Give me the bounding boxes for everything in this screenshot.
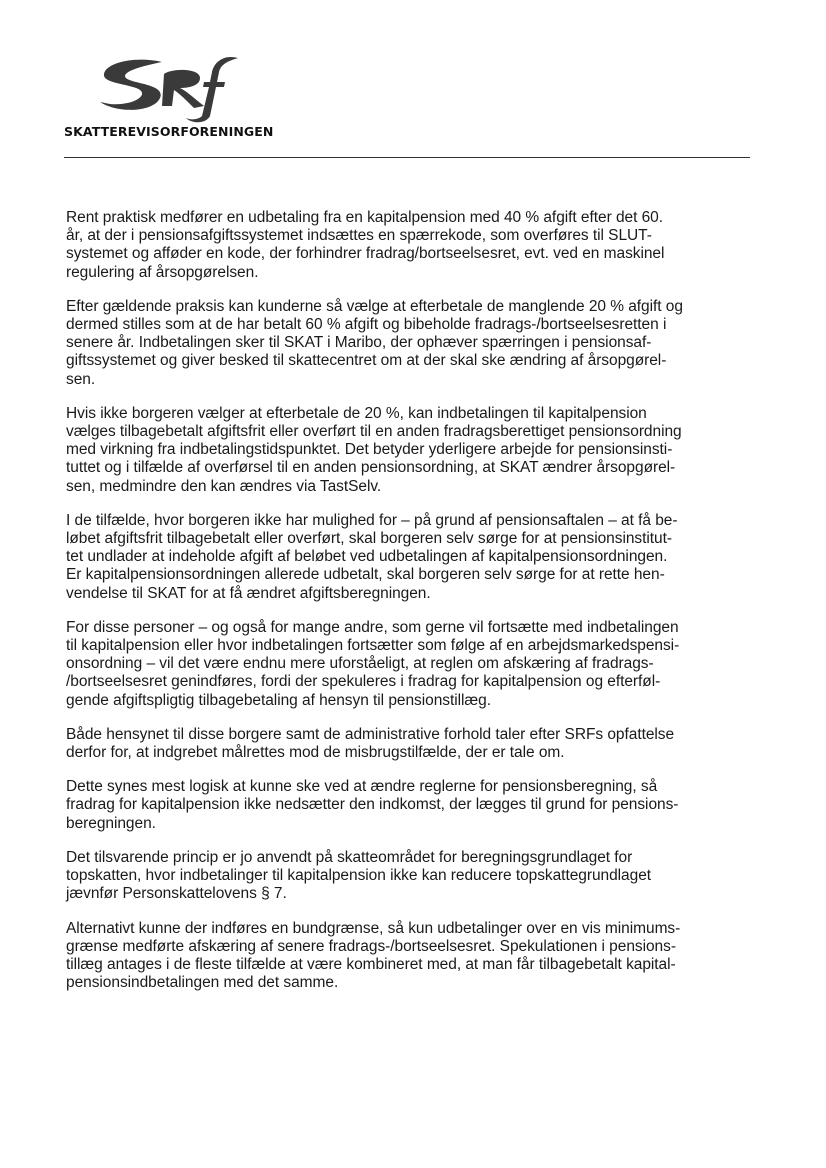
text-line: systemet og afføder en kode, der forhindrer fradrag/bortseelsesret, evt. ved en maskinel [66, 245, 665, 263]
text-line: sen. [66, 370, 96, 388]
document-body [66, 209, 752, 1008]
text-line: gende afgiftspligtig tilbagebetaling af hensyn til pensionstillæg. [66, 691, 491, 709]
text-line: Hvis ikke borgeren vælger at efterbetale de 20 %, kan indbetalingen til kapitalpension [66, 404, 647, 422]
text-line: /bortseelsesret genindføres, fordi der spekuleres i fradrag for kapitalpension og efterføl- [66, 673, 661, 691]
text-line: tillæg antages i de fleste tilfælde at være kombineret med, at man får tilbagebetalt kapital- [66, 955, 676, 973]
text-line: Alternativt kunne der indføres en bundgrænse, så kun udbetalinger over en vis minimums- [66, 919, 681, 937]
text-line: regulering af årsopgørelsen. [66, 263, 259, 281]
text-line: vendelse til SKAT for at få ændret afgiftsberegningen. [66, 584, 431, 602]
text-line: med virkning fra indbetalingstidspunktet. Det betyder yderligere arbejde for pensionsinsti- [66, 441, 673, 459]
paragraph [66, 298, 752, 389]
text-line: tet undlader at indeholde afgift af beløbet ved udbetalingen af kapitalpensionsordningen. [66, 548, 668, 566]
paragraph [66, 920, 752, 993]
text-line: til kapitalpension eller hvor indbetalingen fortsætter som følge af en arbejdsmarkedspensi- [66, 637, 680, 655]
text-line: beregningen. [66, 814, 156, 832]
text-line: Efter gældende praksis kan kunderne så vælge at efterbetale de manglende 20 % afgift og [66, 297, 683, 315]
text-line: Det tilsvarende princip er jo anvendt på skatteområdet for beregningsgrundlaget for [66, 848, 633, 866]
text-line: senere år. Indbetalingen sker til SKAT i Maribo, der ophæver spærringen i pensionsaf- [66, 334, 652, 352]
text-line: derfor for, at indgrebet målrettes mod de misbrugstilfælde, der er tale om. [66, 744, 565, 762]
paragraph [66, 849, 752, 904]
paragraph [66, 726, 752, 762]
text-line: fradrag for kapitalpension ikke nedsætter den indkomst, der lægges til grund for pensions- [66, 796, 679, 814]
text-line: For disse personer – og også for mange andre, som gerne vil fortsætte med indbetalingen [66, 618, 679, 636]
text-line: giftssystemet og giver besked til skattecentret om at der skal ske ændring af årsopgørel- [66, 352, 667, 370]
text-line: jævnfør Personskattelovens § 7. [66, 885, 287, 903]
text-line: Er kapitalpensionsordningen allerede udbetalt, skal borgeren selv sørge for at rette hen- [66, 566, 665, 584]
srf-logo [64, 54, 274, 144]
text-line: år, at der i pensionsafgiftssystemet indsættes en spærrekode, som overføres til SLUT- [66, 227, 652, 245]
srf-logo-icon [92, 54, 242, 124]
paragraph [66, 209, 752, 282]
text-line: topskatten, hvor indbetalinger til kapitalpension ikke kan reducere topskattegrundlaget [66, 867, 652, 885]
text-line: onsordning – vil det være endnu mere uforståeligt, at reglen om afskæring af fradrags- [66, 655, 654, 673]
paragraph [66, 512, 752, 603]
organization-name: SKATTEREVISORFORENINGEN [64, 124, 274, 139]
text-line: Både hensynet til disse borgere samt de administrative forhold taler efter SRFs opfattelse [66, 725, 675, 743]
text-line: Dette synes mest logisk at kunne ske ved at ændre reglerne for pensionsberegning, så [66, 778, 658, 796]
text-line: vælges tilbagebetalt afgiftsfrit eller overført til en anden fradragsberettiget pensionsordning [66, 423, 682, 441]
paragraph [66, 405, 752, 496]
text-line: løbet afgiftsfrit tilbagebetalt eller overført, skal borgeren selv sørge for at pensionsinstitut- [66, 530, 672, 548]
text-line: I de tilfælde, hvor borgeren ikke har mulighed for – på grund af pensionsaftalen – at få be- [66, 511, 678, 529]
paragraph [66, 619, 752, 710]
paragraph [66, 778, 752, 833]
text-line: tuttet og i tilfælde af overførsel til en anden pensionsordning, at SKAT ændrer årsopgørel- [66, 459, 676, 477]
text-line: pensionsindbetalingen med det samme. [66, 974, 339, 992]
text-line: sen, medmindre den kan ændres via TastSelv. [66, 477, 382, 495]
text-line: Rent praktisk medfører en udbetaling fra en kapitalpension med 40 % afgift efter det 60. [66, 209, 663, 226]
text-line: grænse medførte afskæring af senere fradrags-/bortseelsesret. Spekulationen i pensions- [66, 937, 676, 955]
text-line: dermed stilles som at de har betalt 60 % afgift og bibeholde fradrags-/bortseelsesretten i [66, 316, 667, 334]
header-divider [64, 157, 750, 158]
